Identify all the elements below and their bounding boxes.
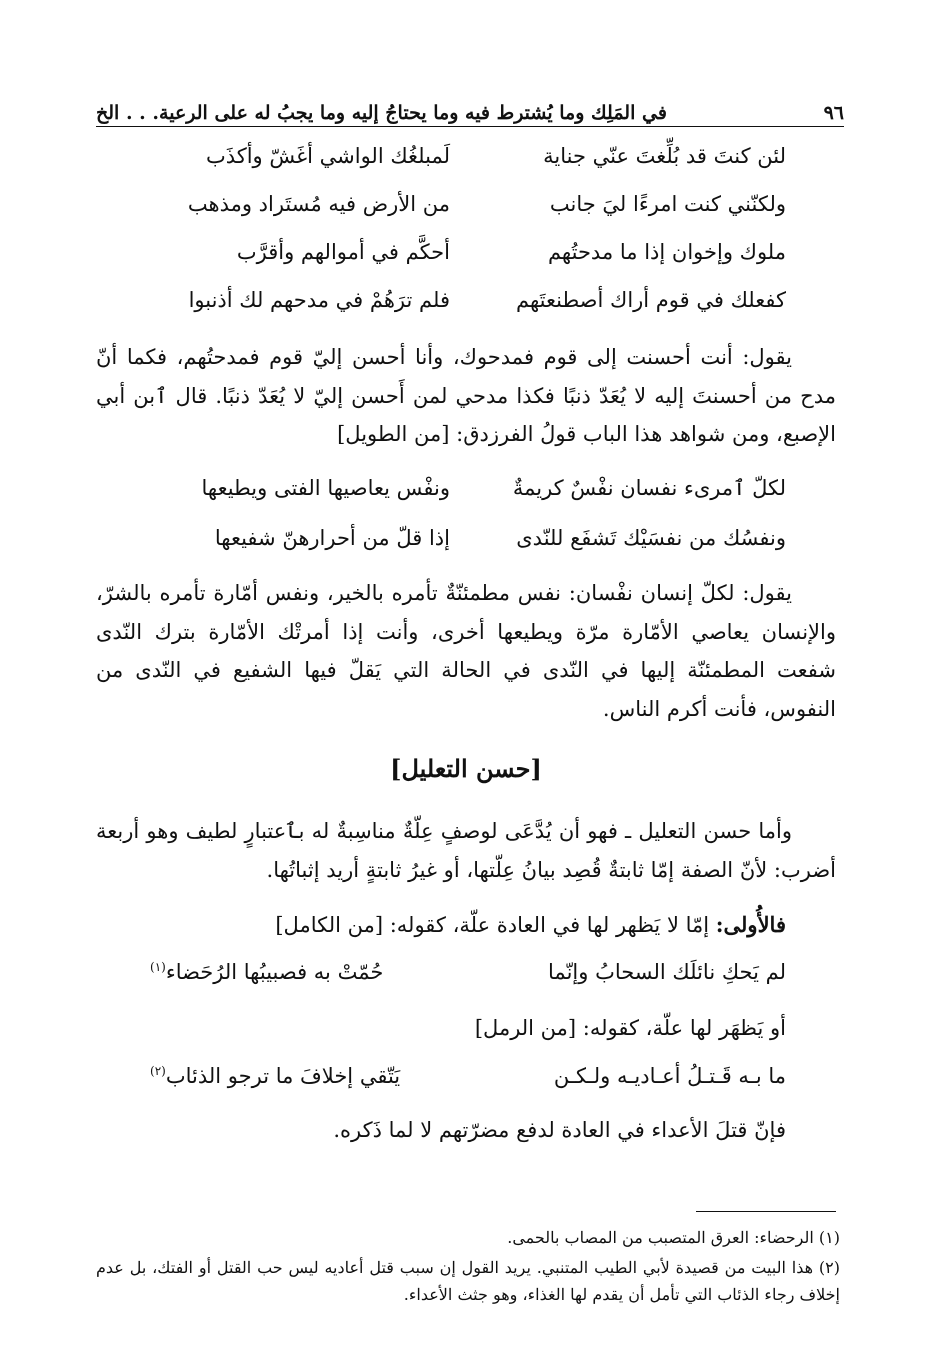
footnote-marker: (١)	[150, 960, 166, 974]
footnote-text: الرحضاء: العرق المتصبب من المصاب بالحمى.	[507, 1228, 814, 1247]
verse-second-hemistich-with-note: حُمّتْ به فصبيبُها الرُحَضاء$^{(١)}$	[150, 960, 384, 984]
verse-second-hemistich: إذا قلّ من أحرارهنّ شفيعها	[214, 526, 450, 550]
verse-first-hemistich: ولكنّني كنت امرءًا ليَ جانب	[549, 192, 786, 216]
verse-second-hemistich: فلم ترَهُمْ في مدحهم لك أذنبوا	[188, 288, 450, 312]
footnote	[96, 1254, 840, 1308]
verse-second-hemistich-with-note: يَتّقي إخلافَ ما ترجو الذئاب$^{(٢)}$	[150, 1064, 401, 1088]
verse-line	[96, 960, 844, 1004]
verse-first-hemistich: كفعلك في قوم أراك أصطنعتَهم	[515, 288, 786, 312]
verse-first-hemistich: ملوك وإخوان إذا ما مدحتُهم	[547, 240, 786, 264]
first-type-text: إمّا لا يَظهر لها في العادة علّة، كقوله: [من الكامل]	[275, 913, 710, 937]
page-number: ٩٦	[823, 102, 844, 124]
verse-second-hemistich: من الأرض فيه مُستَراد ومذهب	[187, 192, 450, 216]
verse-second-hemistich: ونفْس يعاصيها الفتى ويطيعها	[201, 476, 450, 500]
paragraph-text: يقول: أنت أحسنت إلى قوم فمدحوك، وأنا أحسن إليّ قوم فمدحتُهم، فكما أنّ مدح من أحسنتَ إليه لا يُعَدّ ذنبًا فكذا مدحي لمن أَحسن إليّ لا يُعَدّ ذنبًا. قال ٱبن أبي الإصبع، ومن شواهد هذا الباب قولُ الفرزدق: [من الطويل]	[96, 345, 836, 446]
paragraph-text: يقول: لكلّ إنسان نفْسان: نفس مطمئنّةٌ تأمره بالخير، ونفس أمّارة تأمره بالشرّ، والإنسان يعاصي الأمّارة مرّة ويطيعها أخرى، وأنت إذا أمرتْك الأمّارة بترك النّدى شفعت المطمئنّة إليها في النّدى في الحالة التي يَقلّ فيها الشفيع في النّدى من النفوس، فأنت أكرم الناس.	[96, 581, 836, 721]
verse-line	[96, 526, 844, 570]
conclusion-line: فإنّ قتلَ الأعداء في العادة لدفع مضرّتهم لا لما ذَكره.	[333, 1118, 786, 1142]
running-title: في المَلِك وما يُشترط فيه وما يحتاجُ إليه وما يجبُ له على الرعية. . . الخ	[96, 102, 667, 124]
verse-line	[96, 288, 844, 332]
verse-first-hemistich: لئن كنتَ قد بُلِّغتَ عنّي جناية	[543, 144, 786, 168]
verse-first-hemistich: لم يَحكِ نائلَك السحابُ وإنّما	[548, 960, 786, 984]
section-title: [حسن التعليل]	[390, 754, 542, 783]
footnote-text: هذا البيت من قصيدة لأبي الطيب المتنبي. يريد القول إن سبب قتل أعاديه ليس حب القتل أو الفتك، بل عدم إخلاف رجاء الذئاب التي تأمل أن يقدم لها الغذاء، وهو جثث الأعداء.	[96, 1258, 840, 1304]
second-type-line: أو يَظهَر لها علّة، كقوله: [من الرمل]	[474, 1016, 786, 1040]
verse-line	[96, 240, 844, 284]
verse-line	[96, 144, 844, 188]
running-head	[96, 84, 844, 124]
verse-line	[96, 192, 844, 236]
footnote-number: (١)	[818, 1228, 840, 1247]
footnote-marker: (٢)	[150, 1064, 166, 1078]
verse-first-hemistich: ونفسُك من نفسَيْك تَشفَع للنّدى	[516, 526, 786, 550]
header-rule	[96, 126, 844, 127]
paragraph-text: وأما حسن التعليل ـ فهو أن يُدَّعَى لوصفٍ عِلّةٌ مناسِبةٌ له بٱعتبارٍ لطيف وهو أربعة أضرب: لأنّ الصفة إمّا ثابتةٌ قُصِد بيانُ عِلّتها، أو غيرُ ثابتةٍ أريد إثباتُها.	[96, 819, 836, 882]
verse-first-hemistich: ما بـه قَـتـلُ أعـاديـه ولـكـن	[553, 1064, 786, 1088]
verse-line	[96, 476, 844, 520]
verse-line	[96, 1064, 844, 1108]
commentary-paragraph	[96, 338, 836, 454]
verse-second-hemistich: أحكَّم في أموالهم وأقرَّب	[236, 240, 450, 264]
footnote	[96, 1224, 840, 1251]
footnote-number: (٢)	[818, 1258, 840, 1277]
verse-second-hemistich: لَمبلغُك الواشي أغَشّ وأكذَب	[205, 144, 450, 168]
first-type-line	[96, 912, 786, 937]
verse-first-hemistich: لكلّ ٱمرىء نفسان نفْسٌ كريمةٌ	[512, 476, 786, 500]
definition-paragraph	[96, 812, 836, 889]
first-type-label: فالأُولى:	[715, 912, 786, 937]
footnote-rule	[696, 1211, 836, 1212]
commentary-paragraph	[96, 574, 836, 728]
